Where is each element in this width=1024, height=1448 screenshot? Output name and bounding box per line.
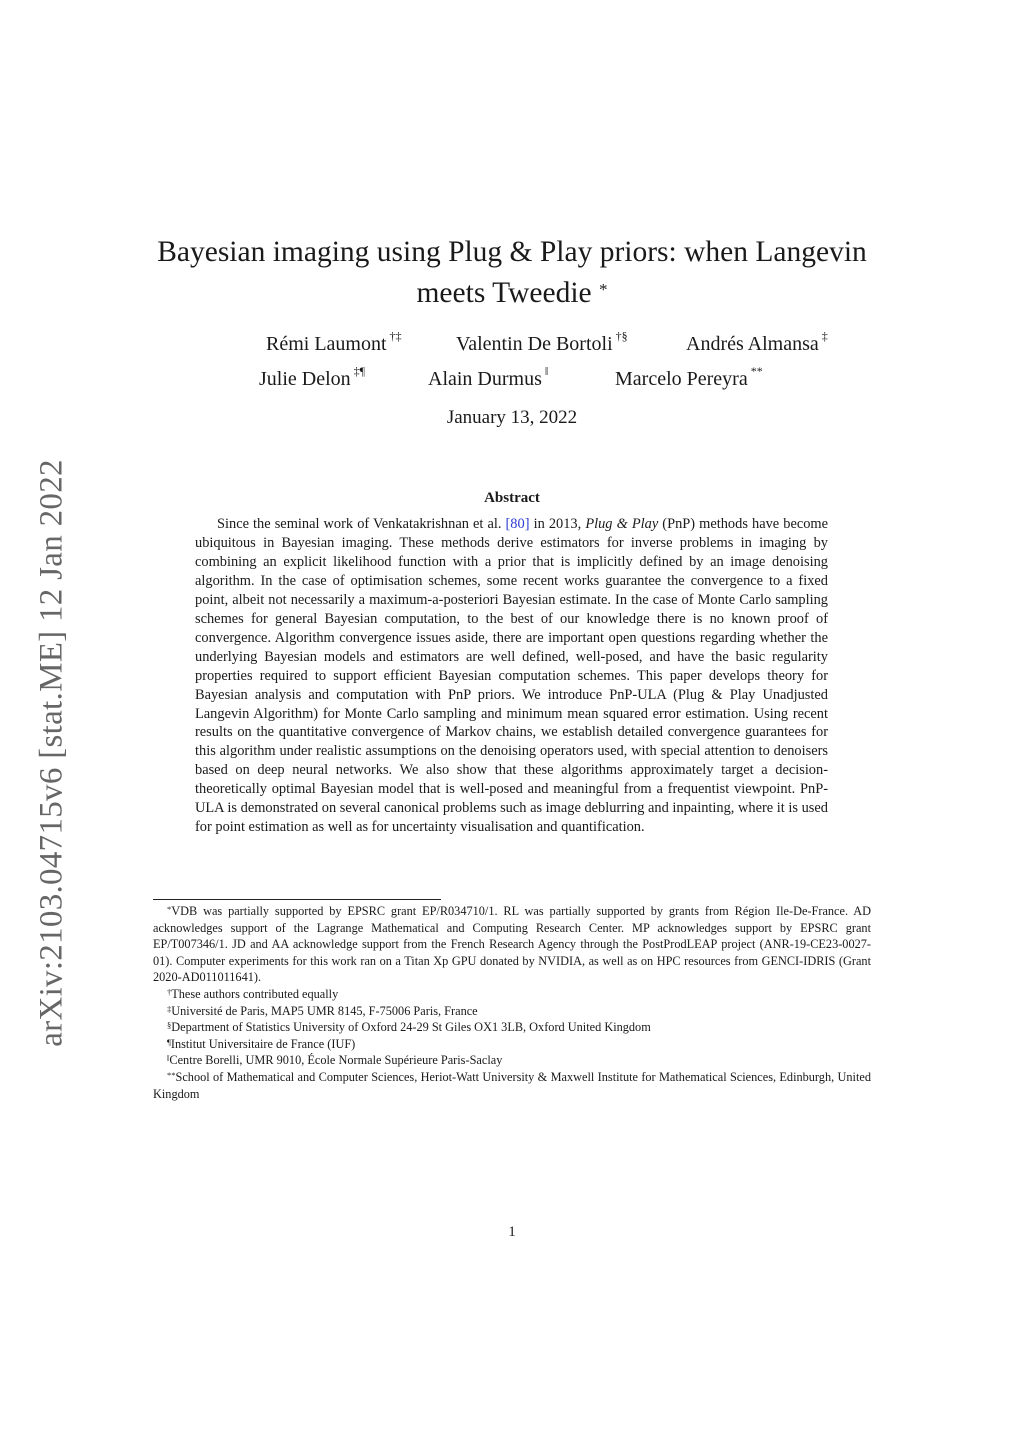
- author-name: Andrés Almansa: [686, 333, 819, 355]
- footnote-mark: *: [167, 904, 172, 914]
- author: [456, 329, 628, 356]
- footnote-mark: ¶: [167, 1036, 171, 1047]
- author-name: Julie Delon: [259, 368, 351, 390]
- author: [266, 329, 402, 356]
- author-affiliation-marks: ‖: [544, 364, 549, 378]
- abstract-emphasis: Plug & Play: [585, 516, 659, 532]
- abstract-heading: Abstract: [484, 490, 540, 506]
- footnote-rule: [153, 899, 441, 900]
- footnote: [153, 1069, 871, 1102]
- footnote-text: Department of Statistics University of Oxford 24-29 St Giles OX1 3LB, Oxford United Kingdom: [171, 1020, 651, 1035]
- author: [615, 364, 763, 391]
- title-line-1: Bayesian imaging using Plug & Play priors: when Langevin: [157, 236, 867, 268]
- footnote-mark: †: [167, 986, 172, 997]
- author-name: Rémi Laumont: [266, 333, 387, 355]
- abstract-mid: in 2013,: [529, 516, 586, 532]
- footnote: [153, 1052, 871, 1069]
- abstract-rest: (PnP) methods have become ubiquitous in Bayesian imaging. These methods derive estimators for inverse problems in imaging by combining an explicit likelihood function with a prior that is implicitly defined by an image denoising algorithm. In the case of optimisation schemes, some recent works guarantee the convergence to a fixed point, albeit not necessarily a maximum-a-posteriori Bayesian estimate. In the case of Monte Carlo sampling schemes for general Bayesian computation, to the best of our knowledge there is no known proof of convergence. Algorithm convergence issues aside, there are important open questions regarding whether the underlying Bayesian models and estimators are well defined, well-posed, and have the basic regularity properties required to support efficient Bayesian computation schemes. This paper develops theory for Bayesian analysis and computation with PnP priors. We introduce PnP-ULA (Plug & Play Unadjusted Langevin Algorithm) for Monte Carlo sampling and minimum mean squared error estimation. Using recent results on the quantitative convergence of Markov chains, we establish detailed convergence guarantees for this algorithm under realistic assumptions on the denoising operators used, with special attention to denoisers based on deep neural networks. We also show that these algorithms approximately target a decision-theoretically optimal Bayesian model that is well-posed and meaningful from a frequentist viewpoint. PnP-ULA is demonstrated on several canonical problems such as image deblurring and inpainting, where it is used for point estimation as well as for uncertainty visualisation and quantification.: [195, 516, 828, 836]
- footnote-mark: **: [167, 1069, 176, 1080]
- author-name: Marcelo Pereyra: [615, 368, 748, 390]
- arxiv-identifier-text: arXiv:2103.04715v6 [stat.ME] 12 Jan 2022: [33, 459, 70, 1047]
- footnote-text: Université de Paris, MAP5 UMR 8145, F-75006 Paris, France: [171, 1003, 478, 1018]
- footnote: [153, 1003, 871, 1020]
- paper-title: [140, 232, 884, 314]
- footnote: [153, 986, 871, 1003]
- abstract-intro: Since the seminal work of Venkatakrishnan et al.: [217, 516, 506, 532]
- author-name: Valentin De Bortoli: [456, 333, 613, 355]
- footnote-text: School of Mathematical and Computer Sciences, Heriot-Watt University & Maxwell Institute for Mathematical Sciences, Edinburgh, United Kingdom: [153, 1069, 871, 1101]
- author-name: Alain Durmus: [428, 368, 542, 390]
- page-number: 1: [508, 1224, 516, 1240]
- footnote-text: VDB was partially supported by EPSRC grant EP/R034710/1. RL was partially supported by grants from Région Ile-De-France. AD acknowledges support of the Lagrange Mathematical and Computing Research Center. MP acknowledges support by EPSRC grant EP/T007346/1. JD and AA acknowledge support from the French Research Agency through the PostProdLEAP project (ANR-19-CE23-0027-01). Computer experiments for this work ran on a Titan Xp GPU donated by NVIDIA, as well as on HPC resources from GENCI-IDRIS (Grant 2020-AD011011641).: [153, 904, 871, 985]
- footnote: [153, 1036, 871, 1053]
- footnote-text: These authors contributed equally: [171, 986, 339, 1001]
- author-affiliation-marks: †‡: [389, 329, 402, 343]
- title-footnote-mark: *: [599, 280, 608, 299]
- author: [686, 329, 828, 356]
- author-affiliation-marks: ‡¶: [353, 364, 366, 378]
- footnote-mark: ‡: [167, 1003, 172, 1014]
- author-affiliation-marks: ‡: [821, 329, 828, 343]
- title-line-2: meets Tweedie: [416, 277, 592, 309]
- footnote-mark: §: [167, 1020, 172, 1031]
- abstract-body: [195, 515, 828, 837]
- footnote: [153, 1019, 871, 1036]
- footnote: [153, 903, 871, 986]
- author-affiliation-marks: †§: [615, 329, 628, 343]
- citation-link[interactable]: [80]: [505, 516, 530, 532]
- author: [259, 364, 366, 391]
- footnote-text: Centre Borelli, UMR 9010, École Normale Supérieure Paris-Saclay: [169, 1053, 503, 1068]
- publication-date: January 13, 2022: [446, 407, 578, 428]
- author: [428, 364, 549, 391]
- footnote-text: Institut Universitaire de France (IUF): [170, 1036, 356, 1051]
- footnotes: [153, 903, 871, 1102]
- author-affiliation-marks: **: [750, 364, 763, 378]
- footnote-mark: ‖: [167, 1053, 170, 1064]
